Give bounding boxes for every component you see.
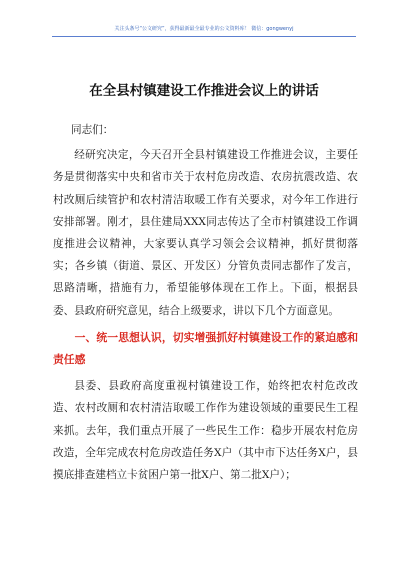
salutation: 同志们： [71,124,114,136]
paragraph-section-1: 县委、县政府高度重视村镇建设工作，始终把农村危改改造、农村改厕和农村清洁取暖工作作为建设领域的重要民生工程来抓。去年，我们重点开展了一些民生工作：稳步开展农村危房改造，全年完成农村危房改造任务X户（其中市下达任务X户，县摸底排查建档立卡贫困户第一批X户、第二批X户）； [53,380,358,482]
document-title: 在全县村镇建设工作推进会议上的讲话 [89,83,319,99]
section-heading-1: 一、统一思想认识，切实增强抓好村镇建设工作的紧迫感和责任感 [53,330,358,367]
header-banner: 关注头条号“公文研究”，获得最新最全最专业的公文资料库！ 微信：gongwenyj [114,26,294,32]
document-body [53,119,358,491]
header-divider [52,36,356,37]
paragraph-intro: 经研究决定，今天召开全县村镇建设工作推进会议，主要任务是贯彻落实中央和省市关于农村危房改造、农房抗震改造、农村改厕后续管护和农村清洁取暖工作有关要求，对今年工作进行安排部署。刚才，县住建局XXX同志传达了全市村镇建设工作调度推进会议精神，大家要认真学习领会会议精神，抓好贯彻落实；各乡镇（街道、景区、开发区）分管负责同志都作了发言，思路清晰，措施有力，希望能够体现在工作上。下面，根据县委、县政府研究意见，结合上级要求，讲以下几个方面意见。 [53,149,358,317]
